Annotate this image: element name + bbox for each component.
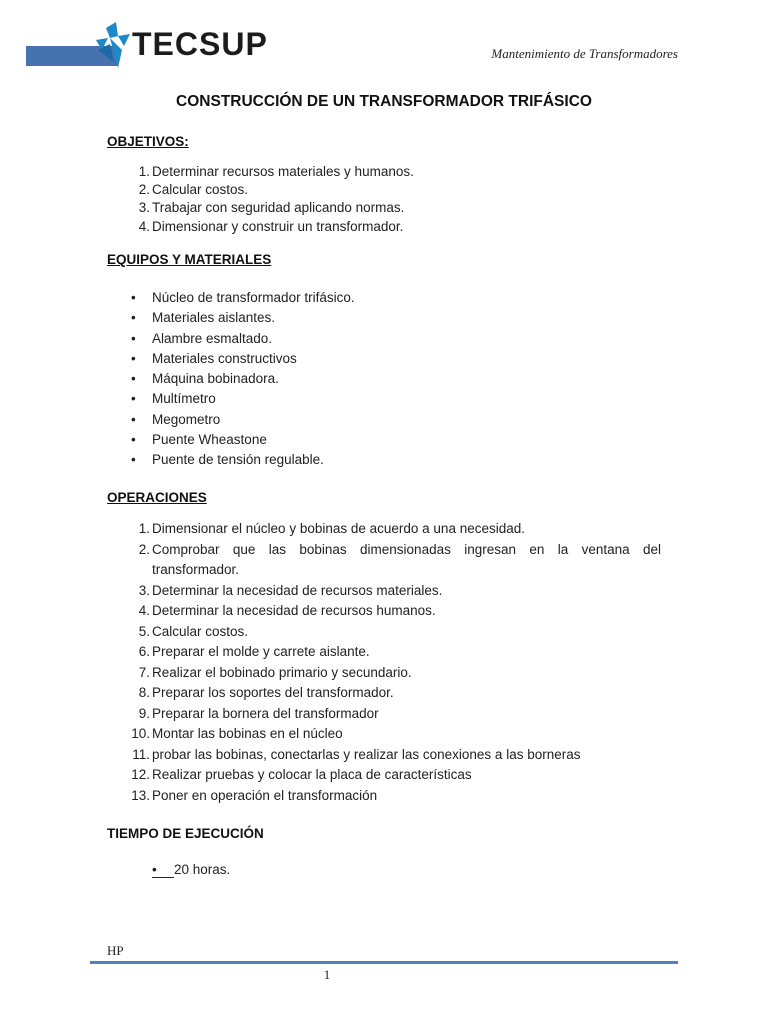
list-item: 5. Calcular costos. xyxy=(138,623,249,639)
header-title: Mantenimiento de Transformadores xyxy=(491,46,678,61)
list-item: 1. Dimensionar el núcleo y bobinas de acuerdo a una necesidad. xyxy=(138,521,525,536)
list-item: • Materiales constructivos xyxy=(131,350,297,366)
equipos-list xyxy=(107,288,661,471)
list-item: 3. Trabajar con seguridad aplicando normas. xyxy=(138,200,405,216)
tiempo-item xyxy=(152,862,230,878)
list-item: • Núcleo de transformador trifásico. xyxy=(131,290,355,305)
list-item: 11. probar las bobinas, conectarlas y realizar las conexiones a las borneras xyxy=(132,746,581,762)
list-item: 2. Calcular costos. xyxy=(138,182,249,198)
operaciones-list xyxy=(107,519,661,806)
list-item: 10. Montar las bobinas en el núcleo xyxy=(131,726,343,741)
footer-divider xyxy=(90,961,678,964)
list-item: • Materiales aislantes. xyxy=(131,310,276,326)
document-title: CONSTRUCCIÓN DE UN TRANSFORMADOR TRIFÁSICO xyxy=(176,93,592,110)
objetivos-heading: OBJETIVOS: xyxy=(107,134,189,149)
logo-mark-icon xyxy=(92,20,136,70)
bullet-icon: • xyxy=(152,863,174,878)
objetivos-list xyxy=(107,163,661,236)
list-item: 13. Poner en operación el transformación xyxy=(131,787,378,803)
tiempo-value: 20 horas. xyxy=(174,862,231,877)
logo-text: TECSUP xyxy=(132,26,268,62)
list-item: • Máquina bobinadora. xyxy=(131,371,279,387)
list-item: 6. Preparar el molde y carrete aislante. xyxy=(138,644,370,659)
list-item: • Alambre esmaltado. xyxy=(131,330,273,346)
list-item: 7. Realizar el bobinado primario y secundario. xyxy=(138,664,412,680)
list-item: • Multímetro xyxy=(131,391,216,407)
page-number: 1 xyxy=(323,967,331,982)
list-item: 1. Determinar recursos materiales y humanos. xyxy=(138,164,414,179)
list-item: 3. Determinar la necesidad de recursos materiales. xyxy=(138,582,443,598)
list-item: 4. Dimensionar y construir un transformador. xyxy=(138,218,404,234)
equipos-heading: EQUIPOS Y MATERIALES xyxy=(107,252,272,267)
list-item: • Puente Wheastone xyxy=(131,432,267,448)
list-item: 8. Preparar los soportes del transformador. xyxy=(138,685,394,700)
tiempo-heading: TIEMPO DE EJECUCIÓN xyxy=(107,826,264,841)
list-item: 2. Comprobar que las bobinas dimensionadas ingresan en la ventana del transformador. xyxy=(138,541,661,577)
operaciones-heading: OPERACIONES xyxy=(107,490,207,505)
list-item: 12. Realizar pruebas y colocar la placa de características xyxy=(131,767,472,782)
list-item: 4. Determinar la necesidad de recursos humanos. xyxy=(138,603,436,618)
list-item: 9. Preparar la bornera del transformador xyxy=(138,705,379,721)
list-item: • Puente de tensión regulable. xyxy=(131,452,324,468)
list-item: • Megometro xyxy=(131,411,221,427)
tecsup-logo xyxy=(92,20,282,70)
footer-author: HP xyxy=(107,943,124,958)
